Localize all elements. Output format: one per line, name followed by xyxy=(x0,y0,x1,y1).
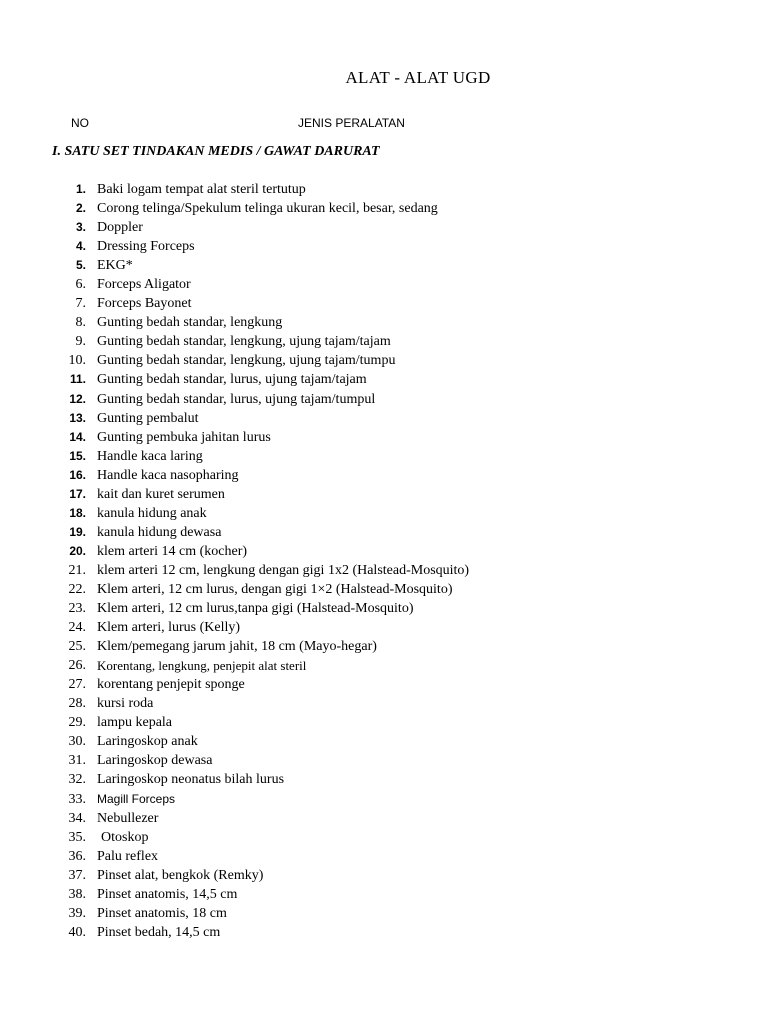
list-item xyxy=(0,809,768,828)
item-text: EKG* xyxy=(97,258,133,274)
item-number: 31. xyxy=(68,753,86,769)
list-item xyxy=(0,770,768,789)
item-number: 34. xyxy=(68,810,86,826)
list-item xyxy=(0,275,768,294)
item-text: Nebullezer xyxy=(97,810,159,826)
item-text: korentang penjepit sponge xyxy=(97,677,245,693)
list-item xyxy=(0,294,768,313)
column-header-no: NO xyxy=(71,116,89,130)
item-number: 30. xyxy=(68,734,86,750)
item-text: Korentang, lengkung, penjepit alat steril xyxy=(97,658,307,674)
item-number: 7. xyxy=(75,296,86,312)
item-text: Gunting bedah standar, lurus, ujung tajam/tajam xyxy=(97,372,367,388)
item-text: Doppler xyxy=(97,220,143,236)
list-item xyxy=(0,466,768,485)
item-text: Handle kaca laring xyxy=(97,448,203,464)
item-text: Klem arteri, 12 cm lurus,tanpa gigi (Halstead-Mosquito) xyxy=(97,601,414,617)
list-item xyxy=(0,180,768,199)
item-text: Forceps Bayonet xyxy=(97,296,192,312)
list-item xyxy=(0,199,768,218)
item-number: 23. xyxy=(68,601,86,617)
item-number: 32. xyxy=(68,772,86,788)
list-item xyxy=(0,370,768,389)
item-number: 35. xyxy=(68,829,86,845)
item-text: Gunting bedah standar, lengkung xyxy=(97,315,283,331)
item-text: Pinset alat, bengkok (Remky) xyxy=(97,867,264,883)
item-number: 18. xyxy=(69,505,86,520)
item-number: 8. xyxy=(75,315,86,331)
item-number: 21. xyxy=(68,562,86,578)
item-number: 37. xyxy=(68,867,86,883)
item-text: klem arteri 12 cm, lengkung dengan gigi 1x2 (Halstead-Mosquito) xyxy=(97,562,470,578)
list-item xyxy=(0,485,768,504)
equipment-list xyxy=(0,180,768,942)
list-item xyxy=(0,332,768,351)
item-text: Handle kaca nasopharing xyxy=(97,467,239,483)
item-text: kanula hidung dewasa xyxy=(97,524,222,540)
item-text: Pinset anatomis, 18 cm xyxy=(97,905,227,921)
list-item xyxy=(0,523,768,542)
item-number: 16. xyxy=(69,467,86,482)
item-number: 13. xyxy=(69,410,86,425)
item-text: Gunting pembuka jahitan lurus xyxy=(97,429,271,445)
item-text: Laringoskop neonatus bilah lurus xyxy=(97,772,285,788)
item-number: 2. xyxy=(75,201,86,216)
list-item xyxy=(0,751,768,770)
item-text: Laringoskop anak xyxy=(97,734,198,750)
item-number: 27. xyxy=(68,677,86,693)
list-item xyxy=(0,923,768,942)
item-text: klem arteri 14 cm (kocher) xyxy=(97,543,248,559)
item-number: 4. xyxy=(75,239,86,254)
item-number: 11. xyxy=(69,372,86,387)
list-item xyxy=(0,637,768,656)
item-text: Gunting bedah standar, lengkung, ujung tajam/tajam xyxy=(97,334,391,350)
item-number: 1. xyxy=(75,182,86,196)
item-number: 19. xyxy=(69,524,86,539)
list-item xyxy=(0,618,768,637)
item-number: 15. xyxy=(69,448,86,463)
item-text: Gunting pembalut xyxy=(97,410,199,426)
list-item xyxy=(0,866,768,885)
item-text: Klem arteri, 12 cm lurus, dengan gigi 1×2 (Halstead-Mosquito) xyxy=(97,581,453,597)
list-item xyxy=(0,390,768,409)
item-number: 14. xyxy=(69,429,86,444)
item-text: Gunting bedah standar, lengkung, ujung tajam/tumpu xyxy=(97,353,396,369)
item-text: Corong telinga/Spekulum telinga ukuran kecil, besar, sedang xyxy=(97,201,438,217)
item-number: 6. xyxy=(75,277,86,293)
item-number: 22. xyxy=(68,581,86,597)
item-text: Forceps Aligator xyxy=(97,277,191,293)
item-text: Klem/pemegang jarum jahit, 18 cm (Mayo-hegar) xyxy=(97,639,377,655)
list-item xyxy=(0,409,768,428)
list-item xyxy=(0,694,768,713)
column-header-jenis: JENIS PERALATAN xyxy=(298,116,405,130)
item-text: kanula hidung anak xyxy=(97,505,207,521)
list-item xyxy=(0,218,768,237)
list-item xyxy=(0,447,768,466)
list-item xyxy=(0,885,768,904)
item-number: 17. xyxy=(69,486,86,501)
list-item xyxy=(0,847,768,866)
list-item xyxy=(0,542,768,561)
document-title: ALAT - ALAT UGD xyxy=(345,68,491,87)
item-text: Dressing Forceps xyxy=(97,239,195,255)
item-number: 26. xyxy=(68,658,86,674)
item-text: Laringoskop dewasa xyxy=(97,753,213,769)
item-number: 40. xyxy=(68,924,86,940)
list-item xyxy=(0,561,768,580)
list-item xyxy=(0,904,768,923)
list-item xyxy=(0,599,768,618)
section-title: I. SATU SET TINDAKAN MEDIS / GAWAT DARURAT xyxy=(52,144,380,159)
item-text: Otoskop xyxy=(101,829,149,845)
item-number: 20. xyxy=(69,543,86,558)
item-number: 36. xyxy=(68,848,86,864)
list-item xyxy=(0,313,768,332)
list-item xyxy=(0,351,768,370)
item-number: 24. xyxy=(68,620,86,636)
item-number: 33. xyxy=(68,791,86,807)
item-number: 10. xyxy=(68,353,86,369)
item-text: kait dan kuret serumen xyxy=(97,486,225,502)
item-text: lampu kepala xyxy=(97,715,173,731)
item-text: Pinset bedah, 14,5 cm xyxy=(97,924,221,940)
list-item xyxy=(0,504,768,523)
list-item xyxy=(0,580,768,599)
item-number: 29. xyxy=(68,715,86,731)
item-text: Gunting bedah standar, lurus, ujung tajam/tumpul xyxy=(97,391,376,407)
list-item xyxy=(0,828,768,847)
item-number: 39. xyxy=(68,905,86,921)
list-item xyxy=(0,256,768,275)
item-number: 25. xyxy=(68,639,86,655)
item-text: kursi roda xyxy=(97,696,154,712)
item-number: 9. xyxy=(75,334,86,350)
list-item xyxy=(0,790,768,809)
item-number: 5. xyxy=(75,258,86,273)
item-text: Magill Forceps xyxy=(97,791,176,806)
item-number: 3. xyxy=(75,220,86,235)
item-text: Klem arteri, lurus (Kelly) xyxy=(97,620,241,636)
list-item xyxy=(0,656,768,675)
item-text: Palu reflex xyxy=(97,848,159,864)
list-item xyxy=(0,675,768,694)
item-number: 38. xyxy=(68,886,86,902)
list-item xyxy=(0,732,768,751)
list-item xyxy=(0,237,768,256)
item-number: 12. xyxy=(69,391,86,406)
list-item xyxy=(0,713,768,732)
list-item xyxy=(0,428,768,447)
item-number: 28. xyxy=(68,696,86,712)
item-text: Baki logam tempat alat steril tertutup xyxy=(97,182,306,197)
item-text: Pinset anatomis, 14,5 cm xyxy=(97,886,238,902)
